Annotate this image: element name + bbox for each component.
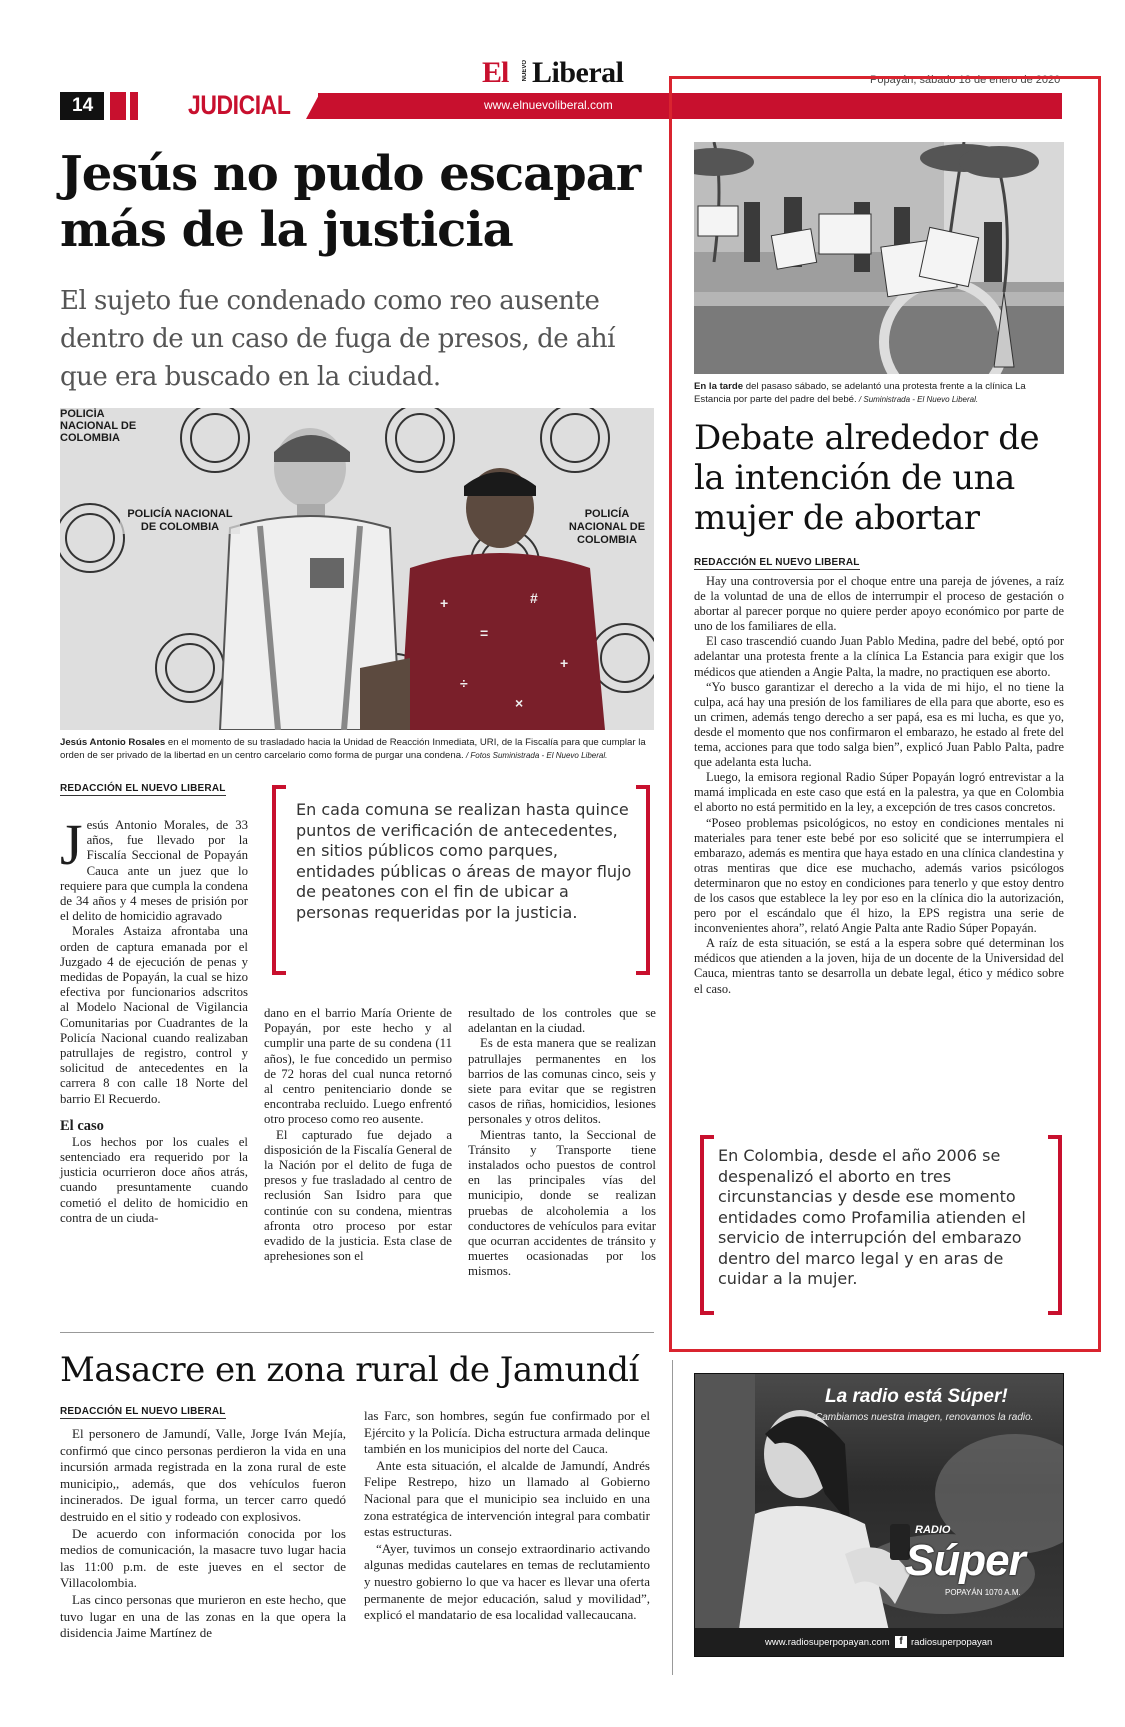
- lead-col1-para1-text: esús Antonio Morales, de 33 años, fue llevado por la Fiscalía Seccional de Popayán Cauca ante un juez que lo requiere para que cumpla la condena de 34 años y 4 meses de prisión por el delito de homicidio agravado: [60, 818, 248, 924]
- lead-byline: REDACCIÓN EL NUEVO LIBERAL: [60, 783, 226, 794]
- lead-column-1: [60, 812, 248, 1226]
- lead-col3-para3: Mientras tanto, la Seccional de Tránsito y Transporte tiene instalados ocho puestos de control en las principales vías del municipio, donde se realizan pruebas de alcoholemia a los conductores de vehículos para evitar que ocurran accidentes de tránsito y muertes ocasionadas por los mismos.: [468, 1127, 656, 1279]
- svg-text:+: +: [560, 655, 569, 671]
- bottom-column-1: [60, 1426, 346, 1642]
- protest-photo-caption: [694, 380, 1064, 406]
- pullquote-bracket-right: [636, 785, 650, 975]
- protest-photo-graphic: [694, 142, 1064, 374]
- lead-subhead: El sujeto fue condenado como reo ausente dentro de un caso de fuga de presos, de ahí que era buscado en la ciudad.: [60, 286, 615, 392]
- right-para1: Hay una controversia por el choque entre una pareja de jóvenes, a raíz de la voluntad de una de ellos de interrumpir el proceso de gestación o abortar al parecer porque no quiere perder apoyo económico por parte de uno de los familiares de ella.: [694, 574, 1064, 634]
- page-number-box: [60, 92, 104, 120]
- photo-banner-text-1: POLICÍA NACIONAL DE COLOMBIA: [60, 408, 137, 444]
- ad-social[interactable]: radiosuperpopayan: [911, 1637, 993, 1648]
- lead-col1-para3: Los hechos por los cuales el sentenciado era requerido por la justicia ocurrieron doce años atrás, cuando presuntamente cuando cometió el delito de homicidio en contra de un ciuda-: [60, 1134, 248, 1225]
- masthead-logo[interactable]: [482, 56, 642, 92]
- right-pullquote-bracket-left: [700, 1135, 714, 1315]
- lead-dropcap: J: [60, 812, 83, 877]
- bottom-col2-para2: Ante esta situación, el alcalde de Jamundí, Andrés Felipe Restrepo, hizo un llamado al Gobierno Nacional para que el municipio sea incluido en una zona estratégica de intervención integral para combatir estas estructuras.: [364, 1457, 650, 1540]
- bottom-col2-para3: “Ayer, tuvimos un consejo extraordinario activando algunas medidas cautelares en temas de reclutamiento y nuestro gobierno lo que va hacer es llevar una oferta permanente de mejor educación, salud y movilidad”, explicó el mandatario de esa localidad vallecaucana.: [364, 1540, 650, 1623]
- section-red-bar-notch: [306, 93, 320, 119]
- ad-tagline: Cambiamos nuestra imagen, renovamos la radio.: [815, 1412, 1034, 1423]
- bottom-col1-para3: Las cinco personas que murieron en este hecho, que tuvo lugar en una de las zonas en la que opera la disidencia Jaime Martínez de: [60, 1591, 346, 1641]
- bottom-col2-para1: las Farc, son hombres, según fue confirmado por el Ejército y la Policía. Dicha estructura armada delinque también en los municipios del norte del Cauca.: [364, 1408, 650, 1457]
- bottom-column-2: [364, 1408, 650, 1624]
- page-date: Popayán, sábado 18 de enero de 2020: [870, 74, 1061, 86]
- svg-text:×: ×: [515, 695, 524, 711]
- lead-photo: [60, 408, 654, 730]
- svg-text:=: =: [480, 625, 489, 641]
- lead-photo-caption: [60, 736, 654, 762]
- logo-liberal: Liberal: [532, 56, 624, 89]
- lead-col1-para1: [60, 812, 248, 924]
- right-story-body: [694, 574, 1064, 997]
- right-headline: Debate alrededor de la intención de una mujer de abortar: [694, 418, 1040, 538]
- bottom-byline: REDACCIÓN EL NUEVO LIBERAL: [60, 1406, 226, 1417]
- right-para6: A raíz de esta situación, se está a la espera sobre qué determinan los médicos que atienden a la joven, hija de un docente de la Universidad del Cauca, mientras tanto se desarrolla un debate legal, ético y médico sobre el caso.: [694, 936, 1064, 996]
- right-para2: El caso trascendió cuando Juan Pablo Medina, padre del bebé, optó por adelantar una protesta frente a la clínica La Estancia para exigir que los médicos que atienden a Angie Palta, la madre, no practiquen ese aborto.: [694, 634, 1064, 679]
- pullquote-bracket-left: [272, 785, 286, 975]
- lead-col3-para2: Es de esta manera que se realizan patrullajes permanentes en los barrios de las comunas cinco, seis y siete para evitar que se registren casos de riñas, homicidios, lesiones personales y otros delitos.: [468, 1036, 656, 1127]
- ad-footer: [695, 1628, 1064, 1657]
- lead-pullquote: En cada comuna se realizan hasta quince puntos de verificación de antecedentes, en sitios públicos como parques, entidades públicas o áreas de mayor flujo de peatones con el fin de ubicar a personas requeridas por la justicia.: [296, 800, 632, 922]
- right-para5: “Poseo problemas psicológicos, no estoy en condiciones mentales ni materiales para tener este bebé por eso solicité que se interrumpiera el embarazo, además es mentira que haya estado en una clínica clandestina y otras mentiras que dice ese muchacho, además varios psicólogos determinaron que no estoy en condiciones para tenerlo y que estoy dentro de los casos que establece la ley por eso en la clínica dio la autorización, pero por el escándalo que él hizo, la EPS registra una serie de inconvenientes ahora”, relató Angie Palta ante Radio Súper Popayán.: [694, 815, 1064, 936]
- ad-brand: Súper: [905, 1536, 1025, 1585]
- lead-col3-para1: resultado de los controles que se adelantan en la ciudad.: [468, 1006, 656, 1036]
- lead-col2-para2: El capturado fue dejado a disposición de la Fiscalía General de la Nación por el delito de fuga de presos y fue trasladado al centro de reclusión San Isidro para que continúe con su condena, mientras afronta otro proceso por estar evadido de la justicia. Esta clase de aprehesiones son el: [264, 1127, 452, 1264]
- right-para3: “Yo busco garantizar el derecho a la vida de mi hijo, el no tiene la culpa, acá hay una presión de los familiares de ella para que aborte, eso es un crimen, además tengo derecho a ser papá, esa es mi lucha, es que yo, desde el momento que nos confirmaron el embarazo, he estado al frete del tema, acciones para que todo salga bien”, explicó Juan Pablo Palta, padre que adelanta esta lucha.: [694, 679, 1064, 770]
- photo-banner-text-2: POLICÍA NACIONAL DE COLOMBIA: [120, 508, 240, 534]
- right-pullquote-bracket-right: [1048, 1135, 1062, 1315]
- page-number: 14: [72, 95, 94, 116]
- lead-col1-para2: Morales Astaiza afrontaba una orden de captura emanada por el Juzgado 4 de ejecución de penas y medidas de Popayán, la cual se hizo efectiva por funcionarios adscritos al Modelo Nacional de Vigilancia Comunitarias por Cuadrantes de la Policía Nacional cuando realizaban patrullajes de registro, control y solicitud de antecedentes en la carrera 8 con calle 18 Norte del barrio El Recuerdo.: [60, 924, 248, 1106]
- lead-caption-credit: / Fotos Suministrada - El Nuevo Liberal.: [463, 751, 608, 760]
- right-byline: REDACCIÓN EL NUEVO LIBERAL: [694, 557, 860, 568]
- ad-url[interactable]: www.radiosuperpopayan.com: [765, 1637, 890, 1648]
- section-label[interactable]: JUDICIAL: [188, 90, 291, 120]
- bottom-divider: [60, 1332, 654, 1333]
- lead-headline: Jesús no pudo escapar más de la justicia: [60, 146, 641, 258]
- svg-text:÷: ÷: [460, 675, 468, 691]
- ad-brand-small: RADIO: [915, 1524, 951, 1536]
- ad-brand-sub: POPAYÁN 1070 A.M.: [945, 1588, 1021, 1597]
- lead-col1-subhead: El caso: [60, 1117, 104, 1134]
- protest-caption-credit: / Suministrada - El Nuevo Liberal.: [856, 395, 979, 404]
- page-number-stripes-icon: [104, 92, 160, 120]
- logo-el: El: [482, 56, 509, 89]
- right-pullquote: En Colombia, desde el año 2006 se despenalizó el aborto en tres circunstancias y desde ese momento entidades como Profamilia atienden el servicio de interrupción del embarazo dentro del marco legal y en aras de cuidar a la mujer.: [718, 1146, 1026, 1288]
- svg-text:#: #: [530, 590, 538, 606]
- radio-super-ad[interactable]: [694, 1373, 1064, 1657]
- right-para4: Luego, la emisora regional Radio Súper Popayán logró entrevistar a la mamá implicada en este caso que está en la palestra, ya que en Colombia el aborto no está permitido en la ley, a excepción de tres casos concretos.: [694, 770, 1064, 815]
- svg-text:+: +: [440, 595, 449, 611]
- site-url[interactable]: www.elnuevoliberal.com: [484, 98, 613, 112]
- protest-caption-bold: En la tarde: [694, 381, 744, 392]
- photo-banner-text-3: POLICÍA NACIONAL DE COLOMBIA: [560, 508, 654, 547]
- lead-column-3: [468, 1006, 656, 1280]
- bottom-col1-para1: El personero de Jamundí, Valle, Jorge Iván Mejía, confirmó que cinco personas perdieron la vida en una incursión armada registrada en la zona rural de este municipio,, además, que dos vehículos fueron incinerados. De igual forma, un tercer carro quedó destruido en el sitio y rodeado con explosivos.: [60, 1426, 346, 1524]
- protest-caption-text: del pasaso sábado, se adelantó una protesta frente a la clínica La Estancia por parte del padre del bebé.: [694, 381, 1026, 405]
- bottom-col1-para2: De acuerdo con información conocida por los medios de comunicación, la masacre tuvo lugar hacia las 11:00 p.m. de este jueves en el sector de Villacolombia.: [60, 1525, 346, 1591]
- ad-slogan: La radio está Súper!: [825, 1386, 1008, 1407]
- bottom-headline: Masacre en zona rural de Jamundí: [60, 1350, 639, 1390]
- protest-photo: [694, 142, 1064, 374]
- lead-caption-bold: Jesús Antonio Rosales: [60, 737, 166, 748]
- lead-caption-text: en el momento de su trasladado hacia la Unidad de Reacción Inmediata, URI, de la Fiscalía para que cumplar la orden de ser privado de la libertad en un centro carcelario como forma de purgar una condena.: [60, 737, 646, 761]
- logo-nuevo: NUEVO: [522, 60, 528, 82]
- lead-col2-para1: dano en el barrio María Oriente de Popayán, por este hecho y al cumplir una parte de su condena (11 años), le fue concedido un permiso de 72 horas del cual nunca retornó al centro penitenciario donde se encontraba recluido. Luego enfrentó otro proceso como reo ausente.: [264, 1006, 452, 1127]
- lead-column-2: [264, 1006, 452, 1264]
- bottom-vertical-rule: [672, 1360, 673, 1675]
- lead-photo-graphic: [60, 408, 654, 730]
- facebook-icon[interactable]: f: [895, 1636, 907, 1648]
